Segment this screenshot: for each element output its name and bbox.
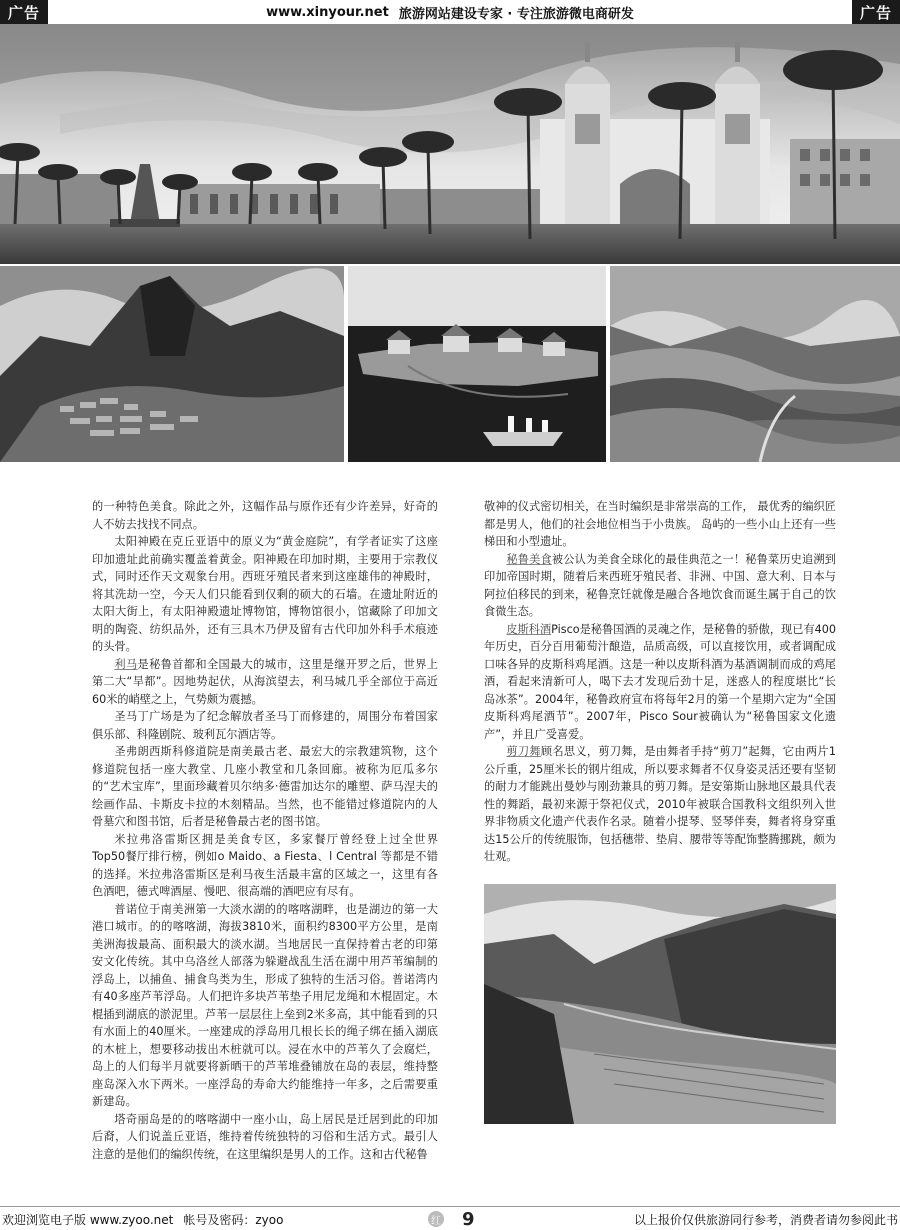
keyword-link[interactable]: 利马 xyxy=(114,657,138,671)
page-footer xyxy=(0,1208,900,1230)
sacred-valley-photo xyxy=(484,884,836,1124)
paragraph-text: 被公认为美食全球化的最佳典范之一！秘鲁菜历史追溯到印加帝国时期，随着后来西班牙殖民者、非洲、中国、意大利、日本与阿拉伯移民的到来，秘鲁烹饪就像是融合各地饮食而诞生属于自己的饮食微生态。 xyxy=(484,552,836,618)
keyword-link[interactable]: 皮斯科酒 xyxy=(506,622,552,636)
footer-divider xyxy=(0,1206,900,1207)
ad-label-left: 广告 xyxy=(0,0,48,24)
paragraph: 敬神的仪式密切相关，在当时编织是非常崇高的工作， 最优秀的编织匠都是男人，他们的社会地位相当于小贵族。 岛屿的一些小山上还有一些梯田和小型遗址。 xyxy=(484,500,836,548)
paragraph: 普诺位于南美洲第一大淡水湖的的喀喀湖畔，也是湖边的第一大港口城市。的的喀喀湖，海拔3810米，面积约8300平方公里，是南美洲海拔最高、面积最大的淡水湖。当地居民一直保持着古老的印第安文化传统。其中乌洛丝人部落为躲避战乱生活在湖中用芦苇编制的浮岛上，以捕鱼、捕食鸟类为生，形成了独特的生活习俗。普诺湾内有40多座芦苇浮岛。人们把许多块芦苇垫子用尼龙绳和木棍固定。木棍插到湖底的淤泥里。芦苇一层层往上垒到2米多高，其中能看到的只有水面上的40厘米。一座建成的浮岛用几根长长的绳子绑在插入湖底的木桩上，想要移动拔出木桩就可以。浸在水中的芦苇久了会腐烂，岛上的人们每半月就要将新晒干的芦苇堆叠铺放在岛的表层，维持整座岛深入水下两米。一座浮岛的寿命大约能维持一年多，之后需要重新建岛。 xyxy=(92,902,438,1108)
site-url[interactable]: www.xinyour.net xyxy=(266,4,389,20)
paragraph-text: 顾名思义，剪刀舞，是由舞者手持“剪刀”起舞，它由两片1公斤重，25厘米长的钢片组成，所以要求舞者不仅身姿灵活还要有坚韧的耐力才能跳出曼妙与刚劲兼具的剪刀舞。是安第斯山脉地区最具代表性的舞蹈，最初来源于祭祀仪式，2010年被联合国教科文组织列入世界非物质文化遗产代表作名录。随着小提琴、竖琴伴奏，舞者将身穿重达15公斤的传统服饰，包括穗带、垫肩、腰带等等配饰整腾挪跳，颇为壮观。 xyxy=(484,745,836,863)
titicaca-floating-island-photo xyxy=(348,266,606,462)
site-tagline: 旅游网站建设专家 · 专注旅游微电商研发 xyxy=(398,6,634,22)
paragraph-text: 是秘鲁首都和全国最大的城市，这里是继开罗之后，世界上第二大“旱都”。因地势起伏，从海滨望去，利马城几乎全部位于高近60米的峭壁之上，气势颇为震撼。 xyxy=(92,657,438,706)
machu-picchu-photo xyxy=(0,266,344,462)
paragraph: 太阳神殿在克丘亚语中的原义为“黄金庭院”，有学者证实了这座印加遗址此前确实覆盖着黄金。阳神殿在印加时期，主要用于宗教仪式，同时还作天文观象台用。西班牙殖民者来到这座雄伟的神殿时，将其洗劫一空，今天人们只能看到仅剩的硕大的石墙。在遗址附近的太阳大街上，有太阳神殿遗址博物馆，博物馆很小，馆藏除了印加文明的陶瓷、纺织品外，还有三具木乃伊及留有古代印加外科手术痕迹的头骨。 xyxy=(92,535,438,653)
paragraph: 圣弗朗西斯科修道院是南美最古老、最宏大的宗教建筑物，这个修道院包括一座大教堂、几座小教堂和几条回廊。被称为厄瓜多尔的“艺术宝库”，里面珍藏着贝尔纳多·德雷加达尔的雕塑、萨马涅夫的绘画作品、卡斯皮卡拉的木刻精品。当然，也不能错过修道院内的人骨墓穴和图书馆，后者是秘鲁最古老的图书馆。 xyxy=(92,745,438,828)
paragraph xyxy=(484,551,836,621)
article-column-left xyxy=(92,498,438,1163)
paragraph: 圣马丁广场是为了纪念解放者圣马丁而修建的，周围分布着国家俱乐部、科隆剧院、玻利瓦尔酒店等。 xyxy=(92,710,438,741)
paragraph xyxy=(92,656,438,709)
footer-welcome-link[interactable]: 欢迎浏览电子版 www.zyoo.net xyxy=(2,1212,174,1227)
keyword-link[interactable]: 剪刀舞 xyxy=(506,745,541,758)
page-number: 9 xyxy=(462,1208,475,1230)
paragraph-text: Pisco是秘鲁国酒的灵魂之作，是秘鲁的骄傲，现已有400年历史，百分百用葡萄汁酿造，品质高级，可以直接饮用，或者调配成口味各异的皮斯科鸡尾酒。这是一种以皮斯科酒为基酒调制而成的鸡尾酒，看起来清新可人，喝下去才发现后劲十足，迷惑人的程度堪比“长岛冰茶”。2004年，秘鲁政府宣布将每年2月的第一个星期六定为“全国皮斯科鸡尾酒节”。2007年，Pisco Sour被确认为“秘鲁国家文化遗产”，并且广受喜爱。 xyxy=(484,622,836,741)
paragraph: 米拉弗洛雷斯区拥是美食专区，多家餐厅曾经登上过全世界Top50餐厅排行榜，例如o Maido、a Fiesta、l Central 等都是不错的选择。米拉弗洛雷斯区是利马夜生活最丰富的区域之一，这里有各色酒吧，德式啤酒屋、慢吧、很高端的酒吧应有尽有。 xyxy=(92,832,438,898)
keyword-link[interactable]: 秘鲁美食 xyxy=(506,552,552,566)
article-column-right xyxy=(484,498,836,866)
rainbow-mountain-photo xyxy=(610,266,900,462)
footer-account: 帐号及密码：zyoo xyxy=(183,1212,284,1227)
paragraph: 塔奇丽岛是的的喀喀湖中一座小山，岛上居民是迁居到此的印加后裔，人们说盖丘亚语，维持着传统独特的习俗和生活方式。最引人注意的是他们的编织传统，在这里编织是男人的工作。这和古代秘鲁 xyxy=(92,1112,438,1161)
lima-plaza-photo xyxy=(0,24,900,264)
paragraph xyxy=(484,621,836,744)
ad-label-right: 广告 xyxy=(852,0,900,24)
paragraph: 的一种特色美食。除此之外，这幅作品与原作还有少许差异，好奇的人不妨去找找不同点。 xyxy=(92,500,438,531)
circle-icon: 红 xyxy=(428,1211,444,1227)
paragraph xyxy=(484,743,836,866)
page-header xyxy=(48,0,852,24)
footer-disclaimer: 以上报价仅供旅游同行参考，消费者请勿参阅此书 xyxy=(633,1212,898,1227)
